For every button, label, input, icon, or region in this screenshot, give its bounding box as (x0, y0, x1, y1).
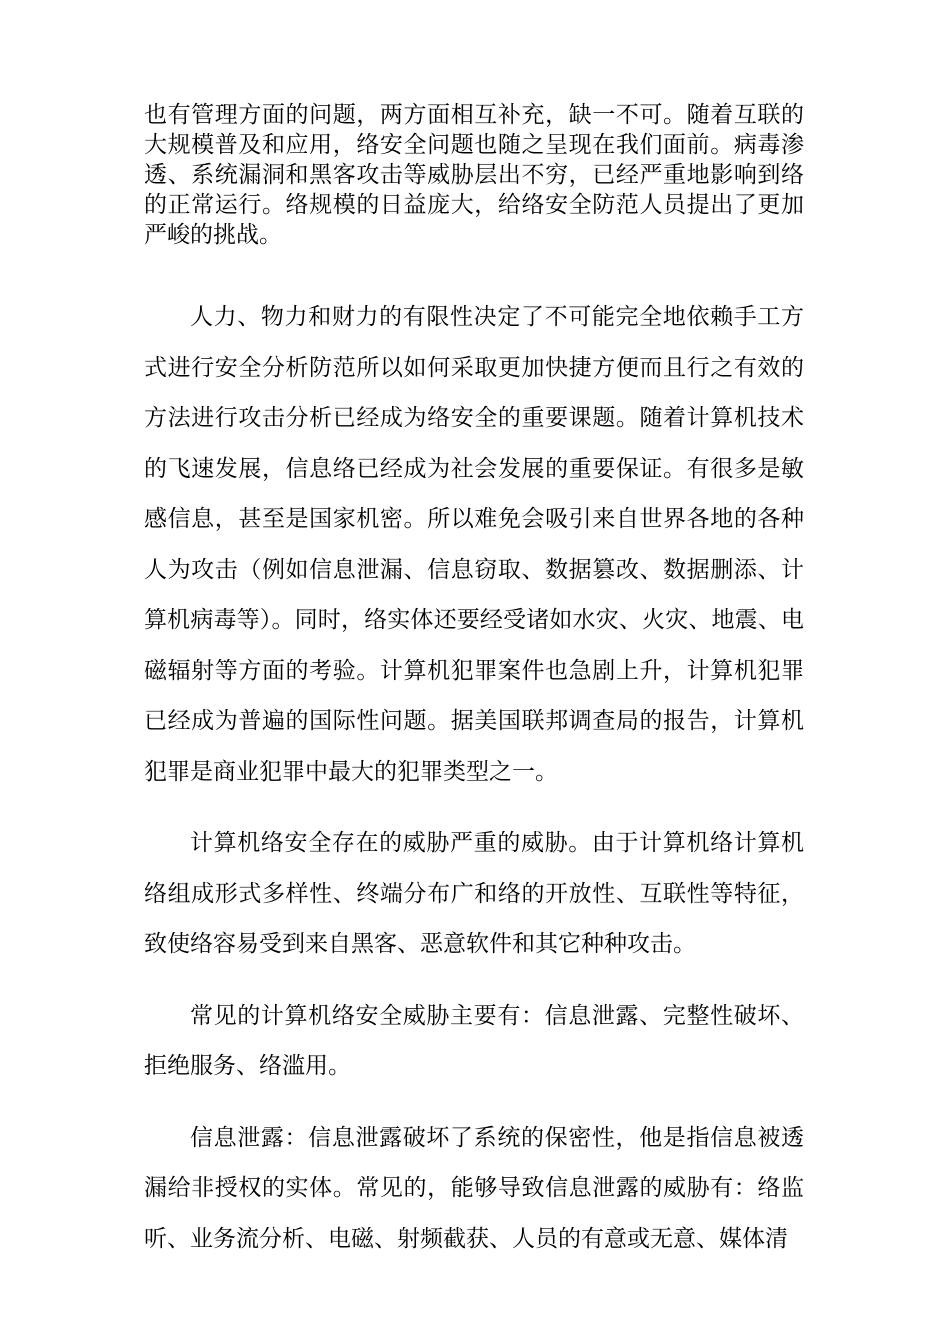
paragraph-threat-severity: 计算机络安全存在的威胁严重的威胁。由于计算机络计算机络组成形式多样性、终端分布广和络的开放性、互联性等特征，致使络容易受到来自黑客、恶意软件和其它种种攻击。 (144, 830, 804, 957)
paragraph-continued: 也有管理方面的问题，两方面相互补充，缺一不可。随着互联的大规模普及和应用，络安全问题也随之呈现在我们面前。病毒渗透、系统漏洞和黑客攻击等威胁层出不穷，已经严重地影响到络的正常运行。络规模的日益庞大，给络安全防范人员提出了更加严峻的挑战。 (144, 102, 804, 248)
paragraph-resource-limits: 人力、物力和财力的有限性决定了不可能完全地依赖手工方式进行安全分析防范所以如何采取更加快捷方便而且行之有效的方法进行攻击分析已经成为络安全的重要课题。随着计算机技术的飞速发展，信息络已经成为社会发展的重要保证。有很多是敏感信息，甚至是国家机密。所以难免会吸引来自世界各地的各种人为攻击（例如信息泄漏、信息窃取、数据篡改、数据删添、计算机病毒等）。同时，络实体还要经受诸如水灾、火灾、地震、电磁辐射等方面的考验。计算机犯罪案件也急剧上升，计算机犯罪已经成为普遍的国际性问题。据美国联邦调查局的报告，计算机犯罪是商业犯罪中最大的犯罪类型之一。 (144, 304, 804, 785)
document-body (144, 100, 804, 1285)
paragraph-common-threats: 常见的计算机络安全威胁主要有：信息泄露、完整性破坏、拒绝服务、络滥用。 (144, 1002, 804, 1079)
paragraph-information-leak: 信息泄露：信息泄露破坏了系统的保密性，他是指信息被透漏给非授权的实体。常见的，能够导致信息泄露的威胁有：络监听、业务流分析、电磁、射频截获、人员的有意或无意、媒体清 (144, 1124, 804, 1252)
